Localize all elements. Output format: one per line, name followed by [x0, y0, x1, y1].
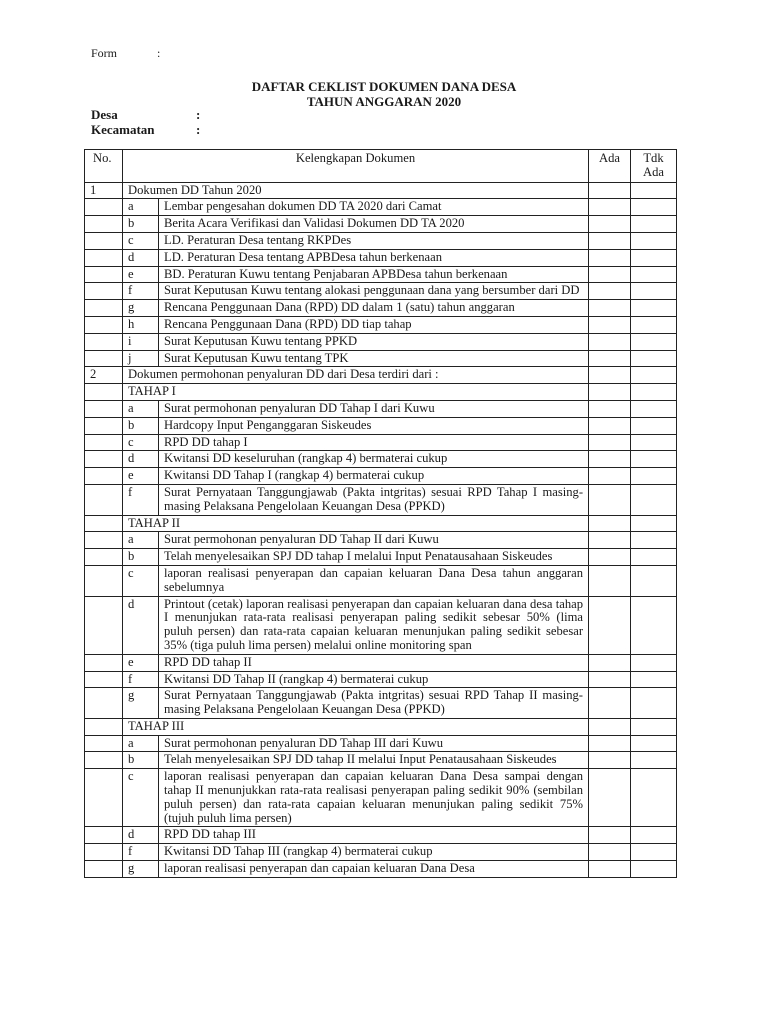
ada-cell — [589, 283, 631, 300]
row-number: 2 — [85, 367, 123, 384]
ada-cell — [589, 316, 631, 333]
ada-cell — [589, 752, 631, 769]
tdk-ada-cell — [631, 515, 677, 532]
ada-cell — [589, 249, 631, 266]
table-row — [85, 532, 677, 549]
tdk-ada-cell — [631, 434, 677, 451]
tdk-ada-cell — [631, 532, 677, 549]
ada-cell — [589, 350, 631, 367]
tdk-ada-cell — [631, 688, 677, 719]
tdk-ada-cell — [631, 232, 677, 249]
tdk-ada-cell — [631, 671, 677, 688]
item-letter: b — [123, 216, 159, 233]
ada-cell — [589, 417, 631, 434]
item-letter: g — [123, 861, 159, 878]
item-description: Telah menyelesaikan SPJ DD tahap II melalui Input Penatausahaan Siskeudes — [159, 752, 589, 769]
table-row — [85, 283, 677, 300]
ada-cell — [589, 844, 631, 861]
item-letter: e — [123, 266, 159, 283]
item-description: laporan realisasi penyerapan dan capaian keluaran Dana Desa sampai dengan tahap II menunjukkan rata-rata realisasi penyerapan paling sedikit 90% (sembilan puluh persen) dan rata-rata capaian keluaran menunjukan paling sedikit 75% (tujuh puluh lima persen) — [159, 769, 589, 827]
form-label: Form — [91, 46, 118, 60]
kecamatan-field — [91, 122, 201, 138]
item-description: Kwitansi DD Tahap III (rangkap 4) bermaterai cukup — [159, 844, 589, 861]
stage-title: TAHAP III — [123, 718, 589, 735]
kecamatan-colon: : — [196, 122, 201, 137]
item-letter: b — [123, 417, 159, 434]
table-row — [85, 769, 677, 827]
item-description: Surat Pernyataan Tanggungjawab (Pakta intgritas) sesuai RPD Tahap II masing-masing Pelaksana Pengelolaan Keuangan Desa (PPKD) — [159, 688, 589, 719]
tdk-ada-cell — [631, 283, 677, 300]
item-letter: i — [123, 333, 159, 350]
ada-cell — [589, 565, 631, 596]
form-field — [91, 46, 161, 61]
stage-title: TAHAP I — [123, 384, 589, 401]
table-row — [85, 333, 677, 350]
tdk-ada-cell — [631, 300, 677, 317]
tdk-ada-cell — [631, 182, 677, 199]
header-no: No. — [85, 150, 123, 183]
row-number-empty — [85, 752, 123, 769]
tdk-ada-cell — [631, 367, 677, 384]
row-number-empty — [85, 688, 123, 719]
table-row — [85, 300, 677, 317]
ada-cell — [589, 182, 631, 199]
tdk-ada-cell — [631, 549, 677, 566]
row-number-empty — [85, 400, 123, 417]
ada-cell — [589, 384, 631, 401]
ada-cell — [589, 434, 631, 451]
section-title: Dokumen permohonan penyaluran DD dari Desa terdiri dari : — [123, 367, 589, 384]
desa-colon: : — [196, 107, 201, 122]
ada-cell — [589, 549, 631, 566]
ada-cell — [589, 199, 631, 216]
item-description: Surat Pernyataan Tanggungjawab (Pakta intgritas) sesuai RPD Tahap I masing-masing Pelaksana Pengelolaan Keuangan Desa (PPKD) — [159, 484, 589, 515]
kecamatan-label: Kecamatan — [91, 122, 155, 137]
item-description: RPD DD tahap I — [159, 434, 589, 451]
ada-cell — [589, 532, 631, 549]
checklist-table — [84, 149, 677, 878]
item-description: BD. Peraturan Kuwu tentang Penjabaran APBDesa tahun berkenaan — [159, 266, 589, 283]
item-description: Hardcopy Input Penganggaran Siskeudes — [159, 417, 589, 434]
item-letter: c — [123, 434, 159, 451]
table-header-row — [85, 150, 677, 183]
item-description: Surat permohonan penyaluran DD Tahap II dari Kuwu — [159, 532, 589, 549]
table-row — [85, 384, 677, 401]
table-row — [85, 434, 677, 451]
tdk-ada-cell — [631, 769, 677, 827]
ada-cell — [589, 400, 631, 417]
row-number-empty — [85, 515, 123, 532]
tdk-ada-cell — [631, 861, 677, 878]
ada-cell — [589, 671, 631, 688]
ada-cell — [589, 654, 631, 671]
tdk-ada-cell — [631, 468, 677, 485]
desa-label: Desa — [91, 107, 118, 122]
table-row — [85, 549, 677, 566]
table-row — [85, 861, 677, 878]
row-number-empty — [85, 565, 123, 596]
item-description: laporan realisasi penyerapan dan capaian keluaran Dana Desa — [159, 861, 589, 878]
item-letter: g — [123, 688, 159, 719]
table-row — [85, 827, 677, 844]
tdk-ada-cell — [631, 752, 677, 769]
item-description: Kwitansi DD keseluruhan (rangkap 4) bermaterai cukup — [159, 451, 589, 468]
desa-field — [91, 107, 201, 123]
table-row — [85, 515, 677, 532]
item-description: Rencana Penggunaan Dana (RPD) DD tiap tahap — [159, 316, 589, 333]
tdk-ada-cell — [631, 350, 677, 367]
document-subtitle: TAHUN ANGGARAN 2020 — [306, 94, 462, 109]
row-number-empty — [85, 549, 123, 566]
table-row — [85, 451, 677, 468]
item-description: Lembar pengesahan dokumen DD TA 2020 dari Camat — [159, 199, 589, 216]
tdk-ada-cell — [631, 333, 677, 350]
header-tdk-ada: Tdk Ada — [631, 150, 677, 183]
tdk-ada-cell — [631, 384, 677, 401]
ada-cell — [589, 484, 631, 515]
table-row — [85, 367, 677, 384]
item-description: LD. Peraturan Desa tentang RKPDes — [159, 232, 589, 249]
table-row — [85, 182, 677, 199]
item-description: Surat Keputusan Kuwu tentang PPKD — [159, 333, 589, 350]
row-number-empty — [85, 654, 123, 671]
item-letter: a — [123, 735, 159, 752]
tdk-ada-cell — [631, 596, 677, 654]
tdk-ada-cell — [631, 844, 677, 861]
table-row — [85, 216, 677, 233]
table-row — [85, 735, 677, 752]
stage-title: TAHAP II — [123, 515, 589, 532]
ada-cell — [589, 333, 631, 350]
item-letter: b — [123, 752, 159, 769]
item-letter: d — [123, 596, 159, 654]
table-row — [85, 249, 677, 266]
item-letter: a — [123, 532, 159, 549]
tdk-ada-cell — [631, 718, 677, 735]
row-number-empty — [85, 532, 123, 549]
row-number-empty — [85, 434, 123, 451]
table-row — [85, 565, 677, 596]
ada-cell — [589, 718, 631, 735]
row-number-empty — [85, 484, 123, 515]
row-number-empty — [85, 350, 123, 367]
ada-cell — [589, 468, 631, 485]
row-number-empty — [85, 735, 123, 752]
row-number-empty — [85, 468, 123, 485]
row-number-empty — [85, 827, 123, 844]
item-description: Berita Acara Verifikasi dan Validasi Dokumen DD TA 2020 — [159, 216, 589, 233]
row-number-empty — [85, 316, 123, 333]
row-number: 1 — [85, 182, 123, 199]
table-row — [85, 671, 677, 688]
item-description: laporan realisasi penyerapan dan capaian keluaran Dana Desa tahun anggaran sebelumnya — [159, 565, 589, 596]
table-row — [85, 718, 677, 735]
tdk-ada-cell — [631, 199, 677, 216]
item-letter: f — [123, 844, 159, 861]
row-number-empty — [85, 844, 123, 861]
item-description: Telah menyelesaikan SPJ DD tahap I melalui Input Penatausahaan Siskeudes — [159, 549, 589, 566]
item-letter: d — [123, 451, 159, 468]
ada-cell — [589, 367, 631, 384]
item-description: Surat permohonan penyaluran DD Tahap III dari Kuwu — [159, 735, 589, 752]
item-letter: d — [123, 827, 159, 844]
row-number-empty — [85, 384, 123, 401]
row-number-empty — [85, 199, 123, 216]
ada-cell — [589, 735, 631, 752]
item-letter: d — [123, 249, 159, 266]
item-letter: f — [123, 283, 159, 300]
table-row — [85, 596, 677, 654]
item-letter: a — [123, 400, 159, 417]
tdk-ada-cell — [631, 484, 677, 515]
item-letter: c — [123, 565, 159, 596]
tdk-ada-cell — [631, 735, 677, 752]
row-number-empty — [85, 718, 123, 735]
ada-cell — [589, 861, 631, 878]
item-letter: b — [123, 549, 159, 566]
ada-cell — [589, 827, 631, 844]
item-letter: e — [123, 654, 159, 671]
header-kelengkapan: Kelengkapan Dokumen — [123, 150, 589, 183]
ada-cell — [589, 596, 631, 654]
document-title: DAFTAR CEKLIST DOKUMEN DANA DESA — [251, 79, 517, 94]
item-description: Surat Keputusan Kuwu tentang TPK — [159, 350, 589, 367]
item-letter: f — [123, 671, 159, 688]
header-ada: Ada — [589, 150, 631, 183]
ada-cell — [589, 232, 631, 249]
tdk-ada-cell — [631, 565, 677, 596]
row-number-empty — [85, 596, 123, 654]
item-letter: c — [123, 769, 159, 827]
row-number-empty — [85, 769, 123, 827]
item-description: Printout (cetak) laporan realisasi penyerapan dan capaian keluaran dana desa tahap I menunjukan rata-rata realisasi penyerapan paling sedikit sebesar 50% (lima puluh persen) dan rata-rata capaian keluaran menunjukan paling sedikit sebesar 35% (tiga puluh lima persen) melalui online monitoring span — [159, 596, 589, 654]
table-row — [85, 400, 677, 417]
ada-cell — [589, 688, 631, 719]
table-row — [85, 844, 677, 861]
table-row — [85, 484, 677, 515]
row-number-empty — [85, 283, 123, 300]
item-description: Rencana Penggunaan Dana (RPD) DD dalam 1 (satu) tahun anggaran — [159, 300, 589, 317]
row-number-empty — [85, 266, 123, 283]
item-description: Kwitansi DD Tahap I (rangkap 4) bermaterai cukup — [159, 468, 589, 485]
item-description: Kwitansi DD Tahap II (rangkap 4) bermaterai cukup — [159, 671, 589, 688]
ada-cell — [589, 266, 631, 283]
ada-cell — [589, 451, 631, 468]
checklist-body — [85, 182, 677, 877]
item-description: Surat permohonan penyaluran DD Tahap I dari Kuwu — [159, 400, 589, 417]
section-title: Dokumen DD Tahun 2020 — [123, 182, 589, 199]
row-number-empty — [85, 249, 123, 266]
item-description: LD. Peraturan Desa tentang APBDesa tahun berkenaan — [159, 249, 589, 266]
row-number-empty — [85, 451, 123, 468]
form-colon: : — [157, 46, 161, 60]
table-row — [85, 316, 677, 333]
ada-cell — [589, 216, 631, 233]
row-number-empty — [85, 300, 123, 317]
tdk-ada-cell — [631, 316, 677, 333]
row-number-empty — [85, 671, 123, 688]
tdk-ada-cell — [631, 417, 677, 434]
table-row — [85, 654, 677, 671]
table-row — [85, 468, 677, 485]
row-number-empty — [85, 232, 123, 249]
item-letter: a — [123, 199, 159, 216]
table-row — [85, 752, 677, 769]
item-letter: h — [123, 316, 159, 333]
table-row — [85, 232, 677, 249]
item-letter: c — [123, 232, 159, 249]
item-letter: j — [123, 350, 159, 367]
ada-cell — [589, 300, 631, 317]
table-row — [85, 350, 677, 367]
item-description: RPD DD tahap II — [159, 654, 589, 671]
ada-cell — [589, 515, 631, 532]
row-number-empty — [85, 417, 123, 434]
row-number-empty — [85, 333, 123, 350]
ada-cell — [589, 769, 631, 827]
tdk-ada-cell — [631, 266, 677, 283]
row-number-empty — [85, 216, 123, 233]
tdk-ada-cell — [631, 249, 677, 266]
item-description: Surat Keputusan Kuwu tentang alokasi penggunaan dana yang bersumber dari DD — [159, 283, 589, 300]
table-row — [85, 417, 677, 434]
tdk-ada-cell — [631, 216, 677, 233]
table-row — [85, 199, 677, 216]
row-number-empty — [85, 861, 123, 878]
item-letter: e — [123, 468, 159, 485]
item-description: RPD DD tahap III — [159, 827, 589, 844]
table-row — [85, 688, 677, 719]
item-letter: g — [123, 300, 159, 317]
tdk-ada-cell — [631, 400, 677, 417]
tdk-ada-cell — [631, 827, 677, 844]
table-row — [85, 266, 677, 283]
item-letter: f — [123, 484, 159, 515]
tdk-ada-cell — [631, 451, 677, 468]
tdk-ada-cell — [631, 654, 677, 671]
